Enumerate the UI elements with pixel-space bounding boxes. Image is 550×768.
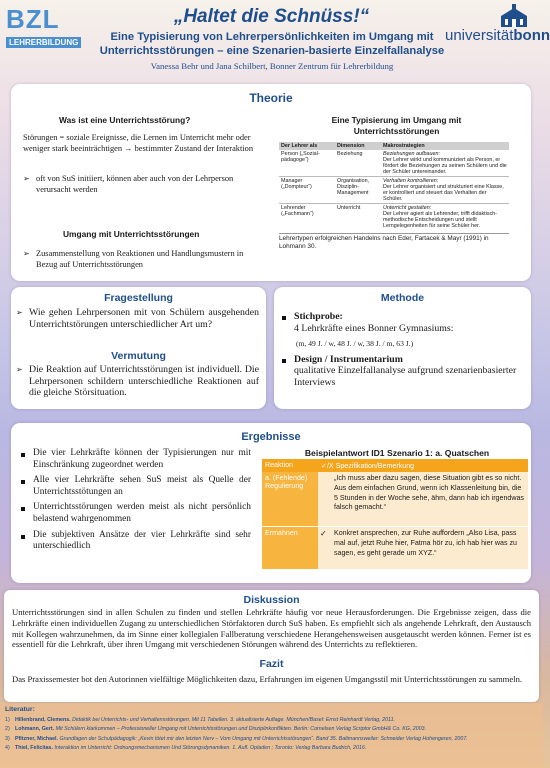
table-cell-title: Unterricht gestalten: [383,205,432,211]
vermutung-heading: Vermutung [111,350,166,362]
table-cell [381,204,509,231]
subtitle-line-2: Unterrichtsstörungen – eine Szenarien-basierte Einzelfallanalyse [99,44,445,57]
diskussion-text: Unterrichtsstörungen sind in allen Schulen zu finden und stellen Lehrkräfte häufig vor neue Herausforderungen. Die Ergebnisse zeigen, dass die Lehrkräfte einen individuellen Zugang zu unterschiedlichen Störfaktoren durch SuS haben. Es empfiehlt sich als angehende Lehrkraft, den Austausch mit Kollegen wahrzunehmen, da im Sinne einer kollegialen Fallberatung verschiedene Herangehensweisen ausgetauscht werden können. Ferner ist es essentiell für die Lehrkraft, über ihren Umgang mit verschiedenen Störungen während des Unterrichts zu reflektieren. [12,607,531,650]
beispiel-table-wrapper [262,459,528,569]
stichprobe-item [280,311,520,350]
ergebnis-bullet: Die subjektiven Ansätze der vier Lehrkräfte sind sehr unterschiedlich [19,530,251,553]
literatur-item [5,717,538,724]
literatur-num: 3) [5,735,10,742]
was-heading: Was ist eine Unterrichtsstörung? [59,115,191,125]
methode-heading: Methode [380,292,425,304]
bzl-logo-text: BZL [6,4,60,34]
typisierung-table-image [279,142,509,251]
ergebnis-bullet: Unterrichtsstörungen werden meist als nicht persönlich belastend wahrgenommen [19,502,251,525]
literatur-ref: Mit Schülern klarkommen – Professioneller Umgang mit Unterrichtsstörungen und Disziplinkonflikten. Berlin: Cornelsen Verlag Scriptor GmbH& Co. KG, 2003. [54,726,427,733]
check-icon: ✓ [320,529,327,538]
theorie-heading: Theorie [249,91,293,105]
ergebnisse-list [19,448,251,553]
diskussion-heading: Diskussion [243,594,300,606]
table-cell-text: Der Lehrer agiert als Lehrender, trifft didaktisch-methodische Entscheidungen und stellt Lerngelegenheiten für seine Schüler her. [383,211,498,229]
table-caption: Lehrertypen erfolgreichen Handelns nach Eder, Fartacek & Mayr (1991) in Lohmann 30. [279,233,509,251]
table-header: Reaktion [262,459,318,472]
table-cell: Beziehung [335,150,381,177]
table-cell-title: Beziehungen aufbauen: [383,151,440,157]
literatur-author: Lohmann, Gert. [15,726,55,733]
literatur-num: 2) [5,726,10,733]
literatur-item [5,726,538,733]
bzl-logo [6,6,88,46]
literatur-ref: Didaktik bei Unterrichts- und Verhaltensstörungen. Mit 11 Tabellen. 3. aktualisierte Auflage. München/Basel: Ernst Reinhardt Verlag, 2011. [70,717,396,723]
design-title: Design / Instrumentarium [294,353,403,365]
uni-logo-left: universität [445,27,514,44]
beispiel-table [262,459,528,569]
umgang-heading: Umgang mit Unterrichtsstörungen [63,229,200,239]
methode-list [280,311,520,388]
table-row [262,527,528,570]
table-cell-text: Der Lehrer wirkt und kommuniziert als Person, er fördert die Beziehungen zu seinen Schülern und die der Schüler untereinander. [383,157,507,175]
university-building-icon [499,4,529,28]
subtitle-line-1: Eine Typisierung von Lehrerpersönlichkeiten im Umgang mit [110,31,434,43]
table-cell: Lehrender („Fachmann“) [281,205,314,217]
diskussion-section [4,590,539,702]
table-row [279,204,509,231]
table-header: Dimension [335,142,381,150]
theorie-bullet: ➢ Zusammenstellung von Reaktionen und Handlungsmustern in Bezug auf Unterrichtsstörungen [23,249,258,270]
fragestellung-section [11,287,266,409]
design-item [280,354,520,389]
fazit-text: Das Praxissemester bot den Autorinnen vielfältige Möglichkeiten dazu, Erfahrungen im eigenen Umgangsstil mit Unterrichtsstörungen zu sammeln. [12,674,523,684]
table-cell: Person („Sozial-pädagoge“) [279,150,335,177]
poster-subtitle [92,31,452,58]
literatur-num: 1) [5,717,10,723]
vermutung-bullet: ➢ Die Reaktion auf Unterrichtsstörungen ist individuell. Die Lehrpersonen schildern unterschiedliche Reaktionen auf die gleiche Störsituation. [16,364,259,399]
stichprobe-title: Stichprobe: [294,311,343,322]
typisierung-table [279,142,509,230]
table-cell-text: Der Lehrer organisiert und strukturiert eine Klasse, er kontrolliert und steuert das Verhalten der Schüler. [383,184,504,202]
table-header: Makrostrategien [381,142,509,150]
table-cell: Organisation, Disziplin-Management [335,177,381,204]
literatur-ref: Interaktion im Unterricht: Ordnungsmechanismen Und Störungsdynamiken. 1. Aufl. Opladen ; Toronto: Verlag Barbara Budrich, 2016. [52,744,367,751]
fazit-heading: Fazit [259,658,284,670]
table-cell: Ermahnen [262,527,318,570]
table-row [279,150,509,177]
table-row [262,459,528,472]
ergebnisse-heading: Ergebnisse [241,431,301,443]
literatur-author: Thiel, Felicitas. [15,744,53,751]
table-cell-text: „Ich muss aber dazu sagen, diese Situation gibt es so nicht. Aus dem einfachen Grund, wenn ich Klassenleitung bin, die 5 Stunden in der Woche sehe, ähm, dann hab ich irgendwas falsch gemacht.“ [334,474,524,512]
table-cell: Manager („Dompteur“) [279,177,335,204]
literatur-author: Pfitzner, Michael. [15,735,58,742]
ergebnis-bullet: Alle vier Lehrkräfte sehen SuS meist als Quelle der Unterrichtsstötungen an [19,475,251,498]
literatur-heading: Literatur: [5,706,35,713]
fragestellung-bullet: ➢ Wie gehen Lehrpersonen mit von Schülern ausgehenden Unterrichtstörungen unterschiedlicher Art um? [16,307,259,330]
design-text: qualitative Einzelfallanalyse aufgrund szenarienbasierter Interviews [294,365,517,388]
literatur-ref: Grundlagen der Schulpädagogik: „Kevin tötet mir den letzten Nerv – Vom Umgang mit Unterrichtsstörungen“. Band 35. Baltmannsweiler: Schneider Verlag Hohengeren, 2007. [57,735,468,742]
table-header: ✓/X Spezifikation/Bemerkung [318,459,528,472]
definition-text: Störungen = soziale Ereignisse, die Lernen im Unterricht mehr oder weniger stark beeinträchtigen → bestimmter Zustand der Interaktion [23,133,254,153]
literatur-item [5,745,538,752]
theorie-section [11,84,531,281]
table-cell: a. (Fehlende) Regulierung [262,472,318,527]
stichprobe-detail: (m, 49 J. / w, 48 J. / w, 38 J. / m, 63 J.) [296,339,414,348]
ergebnis-bullet: Die vier Lehrkräfte können der Typisierungen nur mit Einschränkung zugeordnet werden [19,448,251,471]
theorie-bullet: ➢ oft von SuS initiiert, können aber auch von der Lehrperson verursacht werden [23,174,253,195]
table-cell: Unterricht [337,205,361,211]
table-header: Der Lehrer als [279,142,335,150]
literatur-author: Hillenbrand, Clemens. [15,717,71,723]
uni-logo-right: bonn [513,27,550,44]
table-cell [381,177,509,204]
literatur-section [0,703,543,768]
table-row [262,472,528,527]
literatur-num: 4) [5,744,10,751]
vermutung-list [16,364,259,399]
typisierung-heading: Eine Typisierung im Umgang mit Unterrichtsstörungen [331,115,462,136]
ergebnisse-section [11,423,531,583]
poster-title: „Haltet die Schnüss!“ [173,6,370,27]
theorie-bullet-list-1 [23,174,253,195]
table-cell [318,527,528,570]
table-cell [381,150,509,177]
literatur-item [5,736,538,743]
fragestellung-heading: Fragestellung [104,292,173,304]
uni-bonn-logo [445,4,550,48]
beispiel-heading: Beispielantwort ID1 Szenario 1: a. Quatschen [304,448,490,458]
fragestellung-list [16,307,259,330]
bzl-logo-subtext: LEHRERBILDUNG [6,37,81,48]
methode-section [274,287,531,409]
literatur-list [5,717,538,752]
table-cell [318,472,528,527]
table-row [279,177,509,204]
table-cell-text: Konkret ansprechen, zur Ruhe auffordern „Also Lisa, pass mal auf, jetzt Ruhe hier, Fatma hör zu, ich hab hier was zu sagen, es geht gerade um XYZ.“ [334,529,517,557]
poster-authors: Vanessa Behr und Jana Schilbert, Bonner Zentrum für Lehrerbildung [150,61,394,71]
stichprobe-text: 4 Lehrkräfte eines Bonner Gymnasiums: [294,322,454,334]
theorie-bullet-list-2 [23,249,258,270]
table-cell-title: Verhalten kontrollieren: [383,178,439,184]
